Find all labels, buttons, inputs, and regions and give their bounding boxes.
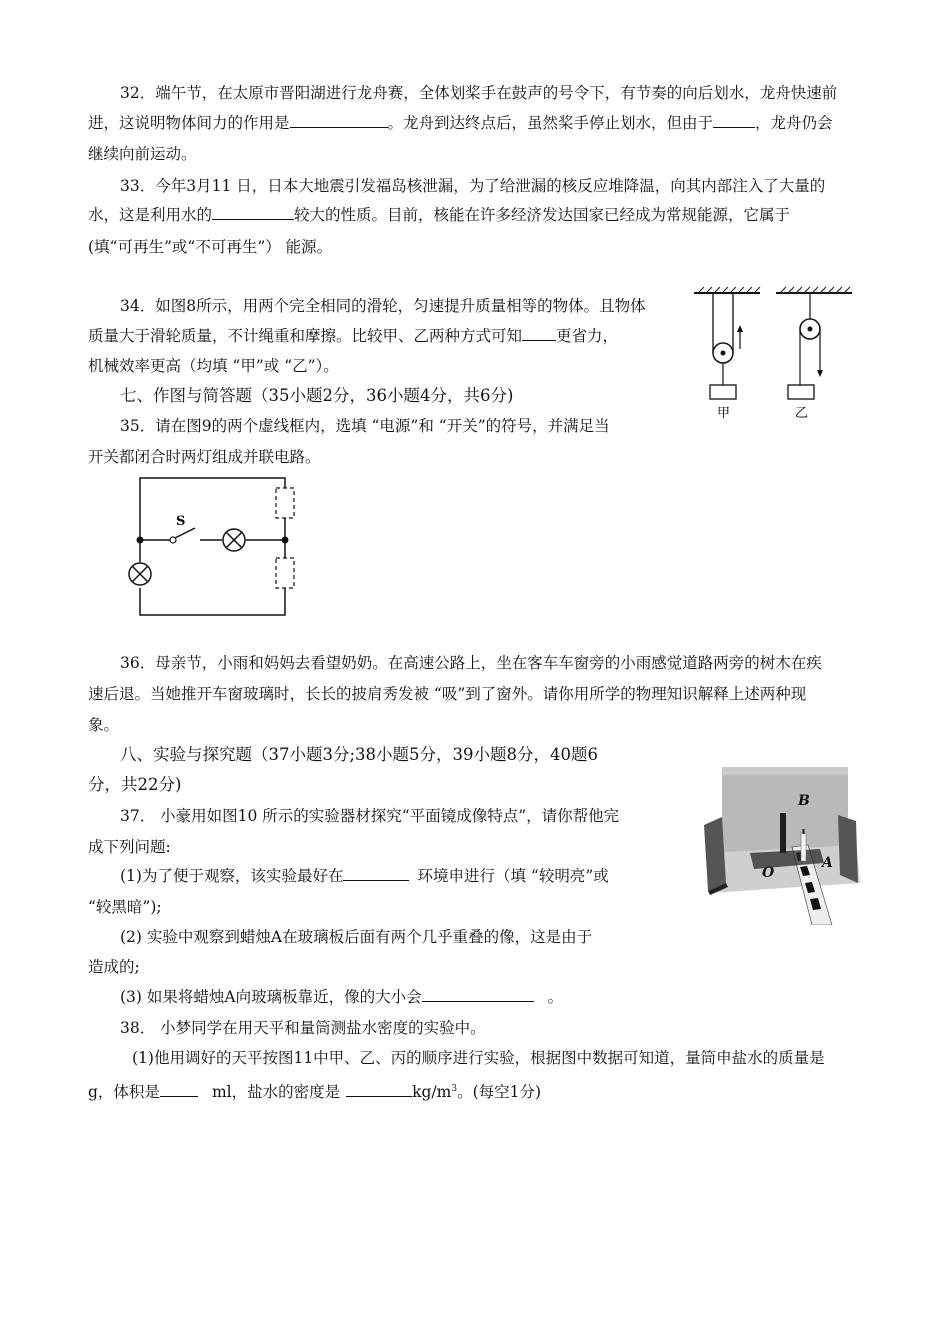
answer-blank[interactable] <box>346 1082 412 1097</box>
q37-part2: (2) 实验中观察到蜡烛A在玻璃板后面有两个几乎重叠的像，这是由于 <box>120 928 593 946</box>
answer-blank[interactable] <box>343 866 409 881</box>
figure-8-pulleys <box>692 285 862 425</box>
q37-line1: 37． 小豪用如图10 所示的实验器材探究“平面镜成像特点”，请你帮他完 <box>120 807 620 825</box>
q36-line1: 36．母亲节，小雨和妈妈去看望奶奶。在高速公路上，坐在客车车窗旁的小雨感觉道路两旁的树木在疾 <box>120 654 822 672</box>
q37-part1-cont: “较黑暗”); <box>88 898 162 916</box>
photo-label-a: A <box>822 855 833 871</box>
q32-line3: 继续向前运动。 <box>88 145 197 163</box>
q34-line2: 质量大于滑轮质量，不计绳重和摩擦。比较甲、乙两种方式可知 更省力， <box>88 327 619 345</box>
q36-line2: 速后退。当她推开车窗玻璃时，长长的披肩秀发被 “吸”到了窗外。请你用所学的物理知识解释上述两种现 <box>88 685 807 703</box>
section-7-title: 七、作图与简答题（35小题2分，36小题4分，共6分) <box>120 386 514 405</box>
answer-blank[interactable] <box>422 987 534 1002</box>
q33-line1: 33．今年3月11 日，日本大地震引发福岛核泄漏，为了给泄漏的核反应堆降温，向其内部注入了大量的 <box>120 177 826 195</box>
q32-line1: 32．端午节，在太原市晋阳湖进行龙舟赛，全体划桨手在鼓声的号令下，有节奏的向后划水，龙舟快速前 <box>120 84 838 102</box>
figure-10-mirror-photo <box>700 765 862 925</box>
photo-label-b: B <box>798 793 810 809</box>
circuit-diagram <box>120 470 310 625</box>
switch-label: S <box>176 514 186 529</box>
q37-part3: (3) 如果将蜡烛A向玻璃板靠近，像的大小会 。 <box>120 988 564 1006</box>
q38-line2: (1)他用调好的天平按图11中甲、乙、丙的顺序进行实验，根据图中数据可知道，量筒申盐水的质量是 <box>132 1049 825 1067</box>
q35-line2: 开关都闭合时两灯组成并联电路。 <box>88 448 321 466</box>
answer-blank[interactable] <box>212 205 294 220</box>
pulley-diagram <box>692 285 862 425</box>
label-jia: 甲 <box>717 406 731 421</box>
q35-line1: 35．请在图9的两个虚线框内，选填 “电源”和 “开关”的符号，并满足当 <box>120 417 610 435</box>
figure-9-circuit <box>120 470 310 625</box>
mirror-experiment-image <box>700 765 862 925</box>
q34-line3: 机械效率更高（均填 “甲”或 “乙”）。 <box>88 357 339 375</box>
answer-blank[interactable] <box>160 1082 198 1097</box>
section-8-title-line1: 八、实验与探究题（37小题3分;38小题5分，39小题8分，40题6 <box>120 745 599 764</box>
q32-line2: 进，这说明物体间力的作用是 。龙舟到达终点后，虽然桨手停止划水，但由于 ，龙舟仍会 <box>88 114 833 132</box>
q36-line3: 象。 <box>88 716 120 734</box>
q38-line1: 38． 小梦同学在用天平和量筒测盐水密度的实验中。 <box>120 1019 486 1037</box>
q33-line3: (填“可再生”或“不可再生”） 能源。 <box>88 238 333 256</box>
answer-blank[interactable] <box>713 113 755 128</box>
q37-part1: (1)为了便于观察，该实验最好在 环境申进行（填 “较明亮”或 <box>120 867 609 885</box>
answer-blank[interactable] <box>290 113 388 128</box>
q38-line3: g，体积是 ml，盐水的密度是 $kg/m^3$。(每空1分) <box>88 1083 542 1102</box>
q37-part2-cont: 造成的; <box>88 958 140 976</box>
q37-line2: 成下列问题: <box>88 838 171 856</box>
answer-blank[interactable] <box>522 326 556 341</box>
section-8-title-line2: 分，共22分) <box>88 775 182 794</box>
label-yi: 乙 <box>795 406 809 421</box>
q34-line1: 34．如图8所示，用两个完全相同的滑轮，匀速提升质量相等的物体。且物体 <box>120 297 646 315</box>
q33-line2: 水，这是利用水的 较大的性质。目前，核能在许多经济发达国家已经成为常规能源，它属于 <box>88 206 791 224</box>
photo-label-o: O <box>762 865 775 881</box>
